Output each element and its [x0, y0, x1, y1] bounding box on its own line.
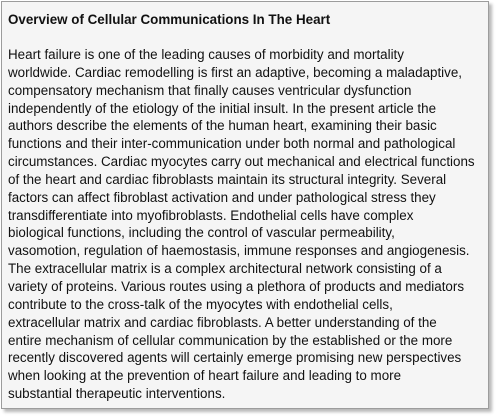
abstract-line: recently discovered agents will certainly emerge promising new perspectives — [8, 350, 462, 366]
abstract-line: variety of proteins. Various routes using a plethora of products and mediators — [8, 278, 465, 294]
abstract-line: when looking at the prevention of heart failure and leading to more — [8, 368, 402, 384]
abstract-line: Heart failure is one of the leading causes of morbidity and mortality — [8, 47, 404, 62]
abstract-line: circumstances. Cardiac myocytes carry out mechanical and electrical functions — [8, 154, 475, 170]
abstract-line: of the heart and cardiac fibroblasts maintain its structural integrity. Several — [8, 171, 447, 187]
abstract-line: factors can affect fibroblast activation and under pathological stress they — [8, 189, 436, 205]
abstract-panel — [1, 1, 489, 409]
abstract-line: substantial therapeutic interventions. — [8, 386, 226, 402]
abstract-line: authors describe the elements of the human heart, examining their basic — [8, 118, 437, 134]
abstract-line: extracellular matrix and cardiac fibroblasts. A better understanding of the — [8, 314, 437, 330]
abstract-line: functions and their inter-communication under both normal and pathological — [8, 136, 456, 152]
abstract-body — [8, 46, 485, 403]
abstract-line: The extracellular matrix is a complex architectural network consisting of a — [8, 261, 442, 277]
abstract-line: entire mechanism of cellular communication by the established or the more — [8, 332, 453, 348]
abstract-line: vasomotion, regulation of haemostasis, immune responses and angiogenesis. — [8, 243, 470, 259]
abstract-line: compensatory mechanism that finally causes ventricular dysfunction — [8, 82, 412, 98]
abstract-line: transdifferentiate into myofibroblasts. Endothelial cells have complex — [8, 207, 414, 223]
abstract-line: biological functions, including the control of vascular permeability, — [8, 225, 395, 241]
abstract-line: independently of the etiology of the initial insult. In the present article the — [8, 100, 437, 116]
document-title: Overview of Cellular Communications In The Heart — [8, 12, 331, 27]
abstract-line: contribute to the cross-talk of the myocytes with endothelial cells, — [8, 296, 393, 312]
abstract-line: worldwide. Cardiac remodelling is first an adaptive, becoming a maladaptive, — [8, 64, 463, 80]
